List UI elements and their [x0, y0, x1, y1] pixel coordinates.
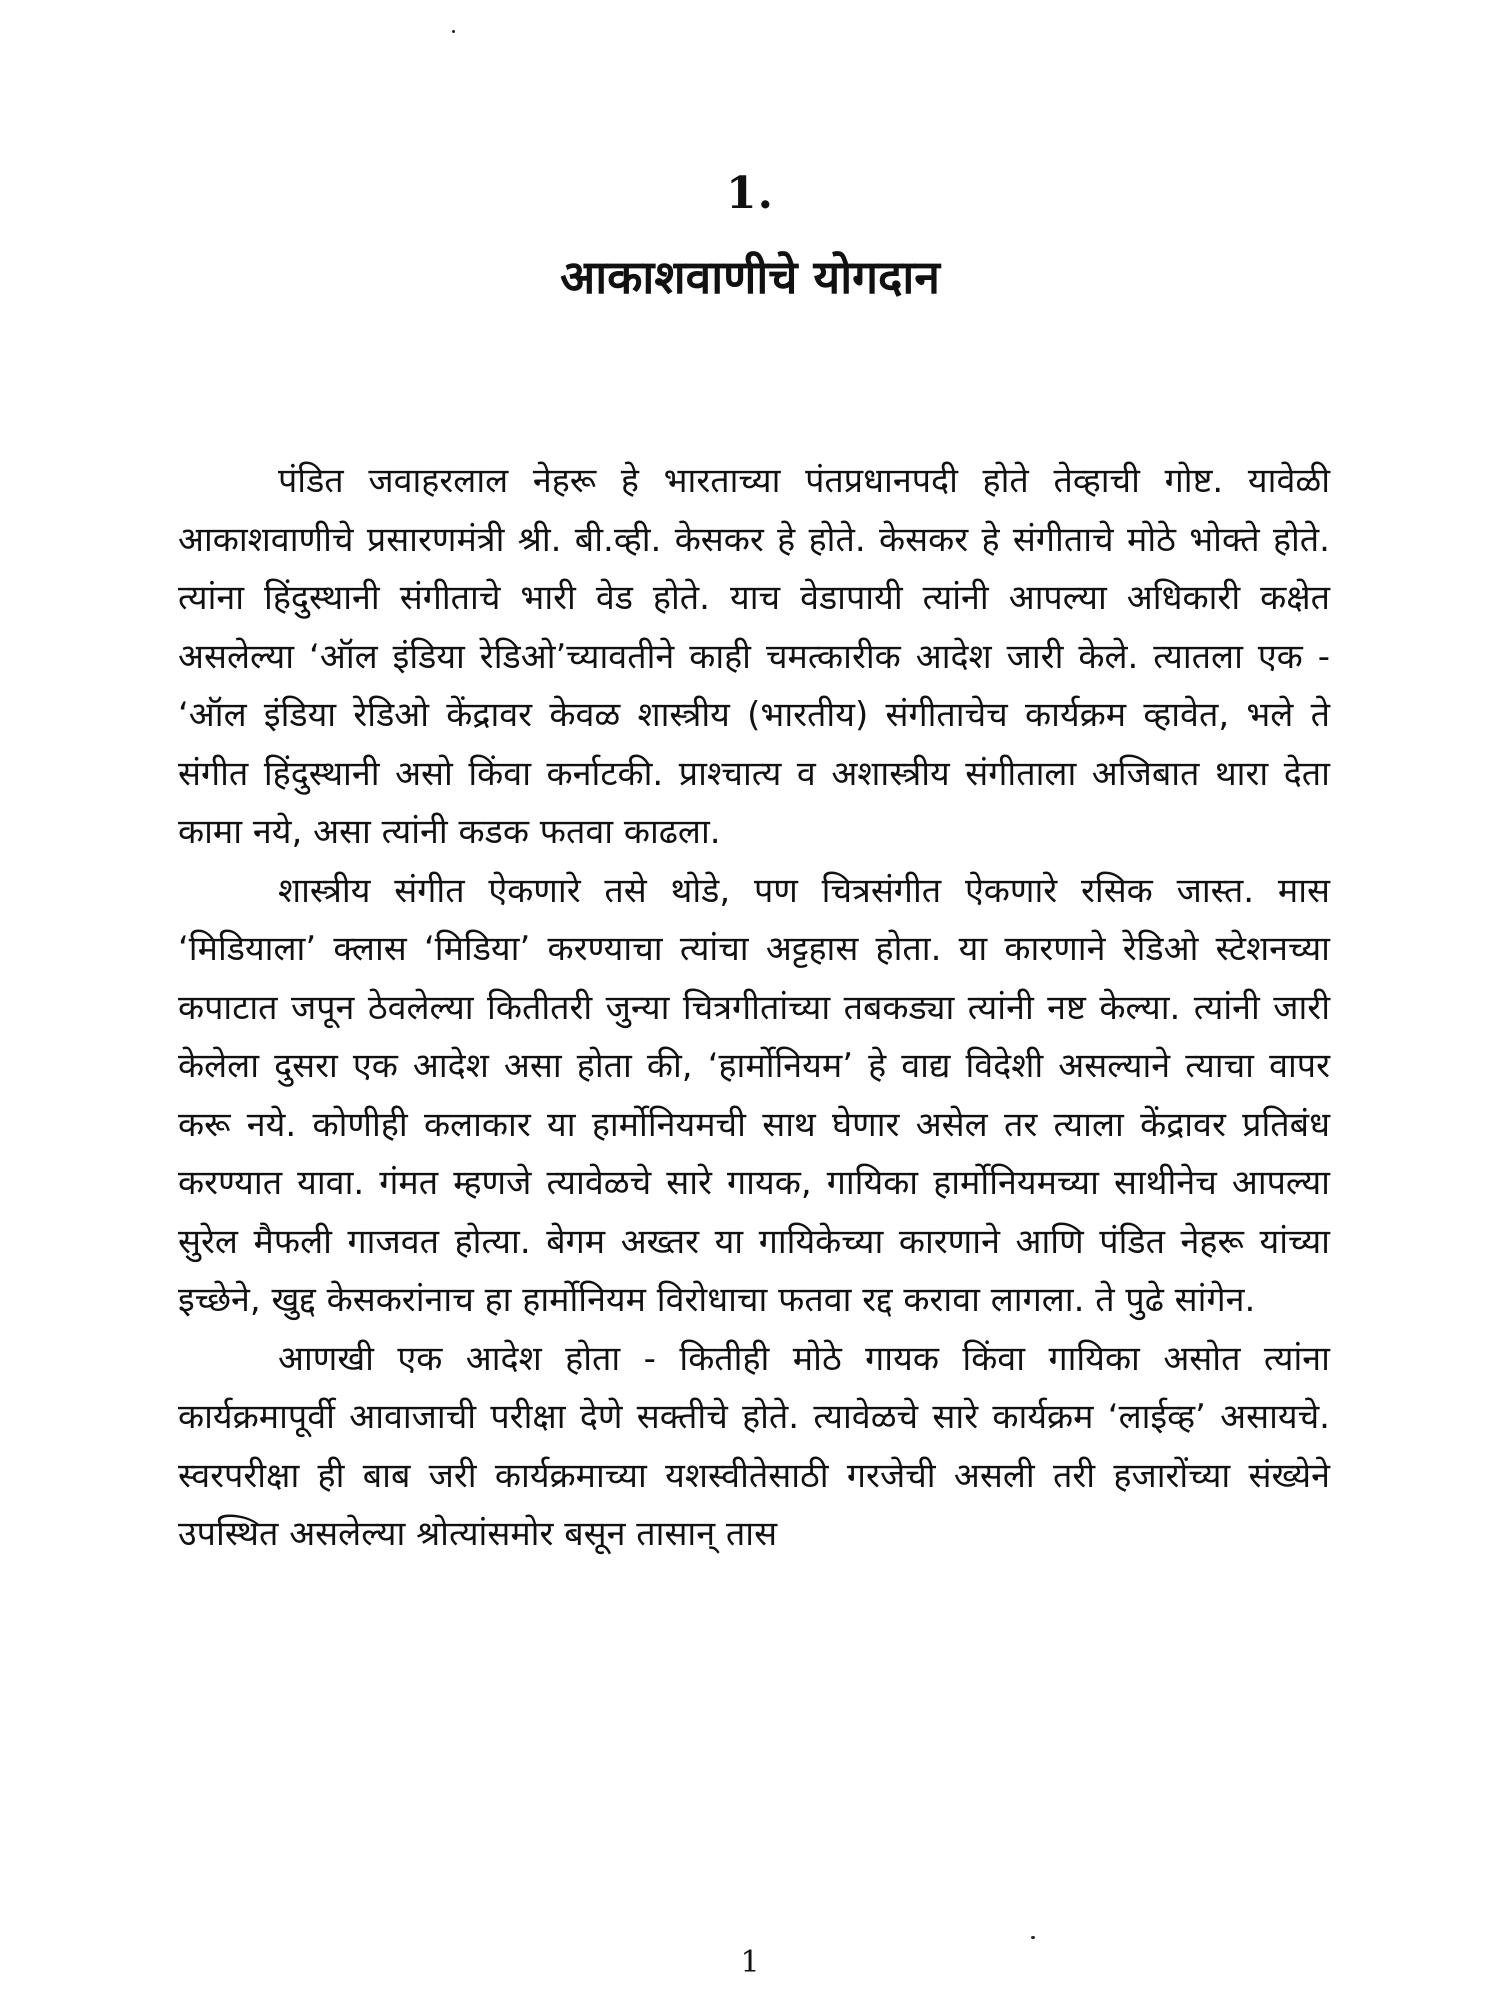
paragraph-3: आणखी एक आदेश होता - कितीही मोठे गायक किंवा गायिका असोत त्यांना कार्यक्रमापूर्वी आवाजाची परीक्षा देणे सक्तीचे होते. त्यावेळचे सारे कार्यक्रम ‘लाईव्ह’ असायचे. स्वरपरीक्षा ही बाब जरी कार्यक्रमाच्या यशस्वीतेसाठी गरजेची असली तरी हजारोंच्या संख्येने उपस्थित असलेल्या श्रोत्यांसमोर बसून तासान् तास — [178, 1338, 1330, 1554]
chapter-body — [178, 452, 1330, 1564]
scan-speck — [1031, 1936, 1035, 1939]
page-number: 1 — [740, 1945, 760, 1980]
chapter-title: आकाशवाणीचे योगदान — [560, 250, 940, 304]
paragraph-2: शास्त्रीय संगीत ऐकणारे तसे थोडे, पण चित्रसंगीत ऐकणारे रसिक जास्त. मास ‘मिडियाला’ क्लास ‘मिडिया’ करण्याचा त्यांचा अट्टहास होता. या कारणाने रेडिओ स्टेशनच्या कपाटात जपून ठेवलेल्या कितीतरी जुन्या चित्रगीतांच्या तबकड्या त्यांनी नष्ट केल्या. त्यांनी जारी केलेला दुसरा एक आदेश असा होता की, ‘हार्मोनियम’ हे वाद्य विदेशी असल्याने त्याचा वापर करू नये. कोणीही कलाकार या हार्मोनियमची साथ घेणार असेल तर त्याला केंद्रावर प्रतिबंध करण्यात यावा. गंमत म्हणजे त्यावेळचे सारे गायक, गायिका हार्मोनियमच्या साथीनेच आपल्या सुरेल मैफली गाजवत होत्या. बेगम अख्तर या गायिकेच्या कारणाने आणि पंडित नेहरू यांच्या इच्छेने, खुद्द केसकरांनाच हा हार्मोनियम विरोधाचा फतवा रद्द करावा लागला. ते पुढे सांगेन. — [178, 870, 1330, 1320]
chapter-number: 1. — [726, 168, 774, 219]
paragraph-1: पंडित जवाहरलाल नेहरू हे भारताच्या पंतप्रधानपदी होते तेव्हाची गोष्ट. यावेळी आकाशवाणीचे प्रसारणमंत्री श्री. बी.व्ही. केसकर हे होते. केसकर हे संगीताचे मोठे भोक्ते होते. त्यांना हिंदुस्थानी संगीताचे भारी वेड होते. याच वेडापायी त्यांनी आपल्या अधिकारी कक्षेत असलेल्या ‘ऑल इंडिया रेडिओ’च्यावतीने काही चमत्कारीक आदेश जारी केले. त्यातला एक - ‘ऑल इंडिया रेडिओ केंद्रावर केवळ शास्त्रीय (भारतीय) संगीताचेच कार्यक्रम व्हावेत, भले ते संगीत हिंदुस्थानी असो किंवा कर्नाटकी. प्राश्चात्य व अशास्त्रीय संगीताला अजिबात थारा देता कामा नये, असा त्यांनी कडक फतवा काढला. — [178, 461, 1330, 852]
scan-speck — [452, 30, 455, 33]
